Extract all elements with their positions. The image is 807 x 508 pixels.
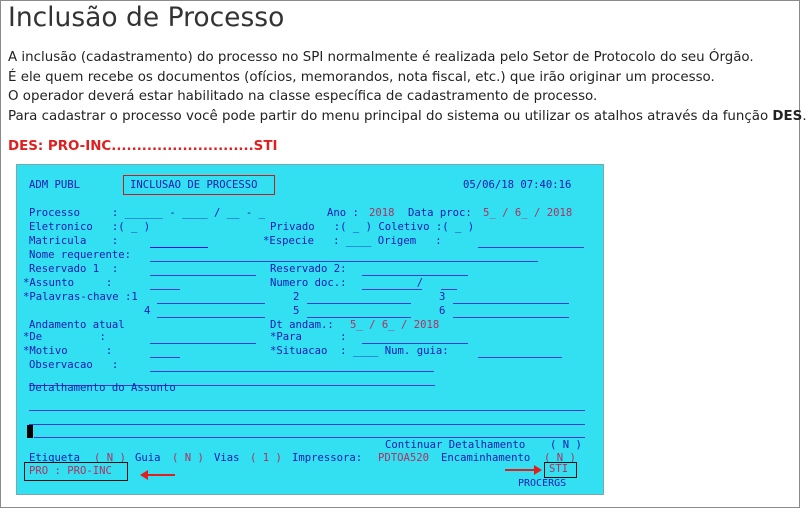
intro-paragraph bbox=[8, 48, 807, 126]
text-cursor bbox=[27, 425, 33, 438]
palavra-6-input[interactable] bbox=[453, 317, 569, 318]
page-title: Inclusão de Processo bbox=[8, 2, 285, 33]
terminal-screen bbox=[16, 164, 604, 495]
intro-line-2: É ele quem recebe os documentos (ofícios, memorandos, nota fiscal, etc.) que irão originar um processo. bbox=[8, 69, 715, 85]
de-label: *De : bbox=[23, 331, 106, 343]
palavra-2-input[interactable] bbox=[307, 303, 411, 304]
ano-value[interactable]: 2018 bbox=[369, 207, 395, 219]
palavra-5-label: 5 bbox=[293, 305, 300, 317]
des-keyword: DES bbox=[772, 108, 803, 124]
nome-requerente-input[interactable] bbox=[150, 261, 538, 262]
motivo-label: *Motivo : bbox=[23, 345, 113, 357]
detalhamento-line-1[interactable] bbox=[29, 410, 585, 411]
procergs-label: PROCERGS bbox=[518, 478, 567, 489]
intro-line-4 bbox=[8, 107, 807, 127]
impressora-value[interactable]: PDTOA520 bbox=[378, 452, 430, 464]
numero-doc-label: Numero doc.: / bbox=[270, 277, 424, 289]
palavra-1-input[interactable] bbox=[157, 303, 265, 304]
numero-doc-year-input[interactable] bbox=[441, 289, 457, 290]
guia-label: Guia bbox=[135, 452, 161, 464]
screen-title: INCLUSAO DE PROCESSO bbox=[130, 179, 258, 191]
ano-label: Ano : bbox=[327, 207, 359, 219]
sti-label: STI bbox=[549, 463, 569, 475]
system-label: ADM PUBL bbox=[29, 179, 81, 191]
num-guia-input[interactable] bbox=[478, 357, 562, 358]
encaminhamento-label: Encaminhamento bbox=[441, 452, 531, 464]
arrow-right-icon bbox=[505, 469, 535, 471]
detalhamento-line-3[interactable] bbox=[34, 437, 585, 438]
dt-andam-label: Dt andam.: bbox=[270, 319, 334, 331]
matricula-input[interactable] bbox=[150, 247, 208, 248]
nome-requerente-label: Nome requerente: bbox=[29, 249, 132, 261]
data-proc-label: Data proc: bbox=[408, 207, 472, 219]
para-input[interactable] bbox=[362, 343, 468, 344]
palavra-4-label: 4 bbox=[144, 305, 151, 317]
especie-origem-label: *Especie : ____ Origem : bbox=[263, 235, 442, 247]
intro-line-1: A inclusão (cadastramento) do processo no SPI normalmente é realizada pelo Setor de Protocolo do seu Órgão. bbox=[8, 50, 754, 65]
assunto-input[interactable] bbox=[150, 289, 180, 290]
reservado2-input[interactable] bbox=[362, 275, 468, 276]
dt-andam-value[interactable]: 5_ / 6_ / 2018 bbox=[350, 319, 440, 331]
data-proc-value[interactable]: 5_ / 6_ / 2018 bbox=[483, 207, 573, 219]
reservado1-label: Reservado 1 : bbox=[29, 263, 119, 275]
privado-coletivo-field[interactable]: Privado :( _ ) Coletivo :( _ ) bbox=[270, 221, 475, 233]
arrow-left-icon bbox=[147, 474, 175, 476]
detalhamento-line-2[interactable] bbox=[29, 424, 585, 425]
guia-value[interactable]: ( N ) bbox=[172, 452, 204, 464]
motivo-input[interactable] bbox=[150, 357, 180, 358]
etiqueta-label: Etiqueta bbox=[29, 452, 81, 464]
origem-input[interactable] bbox=[478, 247, 584, 248]
numero-doc-input[interactable] bbox=[362, 289, 422, 290]
etiqueta-value[interactable]: ( N ) bbox=[94, 452, 126, 464]
shortcut-path: DES: PRO-INC............................STI bbox=[8, 139, 278, 154]
palavra-3-input[interactable] bbox=[453, 303, 569, 304]
assunto-label: *Assunto : bbox=[23, 277, 113, 289]
continuar-value[interactable]: ( N ) bbox=[550, 439, 582, 451]
para-label: *Para : bbox=[270, 331, 347, 343]
intro-line-3: O operador deverá estar habilitado na classe específica de cadastramento de processo. bbox=[8, 89, 598, 104]
observacao-label: Observacao : bbox=[29, 359, 119, 371]
palavra-3-label: 3 bbox=[439, 291, 446, 303]
andamento-label: Andamento atual bbox=[29, 319, 125, 331]
intro-line-4-text: Para cadastrar o processo você pode partir do menu principal do sistema ou utilizar os atalhos através da função bbox=[8, 108, 773, 124]
situacao-numguia-label: *Situacao : ____ Num. guia: bbox=[270, 345, 449, 357]
palavras-chave-label: *Palavras-chave :1 bbox=[23, 291, 138, 303]
matricula-label: Matricula : bbox=[29, 235, 119, 247]
impressora-label: Impressora: bbox=[292, 452, 363, 464]
eletronico-field[interactable]: Eletronico :( _ ) bbox=[29, 221, 151, 233]
encaminhamento-value[interactable]: ( N ) bbox=[544, 452, 576, 464]
observacao-input-1[interactable] bbox=[150, 371, 434, 372]
reservado2-label: Reservado 2: bbox=[270, 263, 347, 275]
continuar-label: Continuar Detalhamento bbox=[385, 439, 526, 451]
palavra-4-input[interactable] bbox=[157, 317, 265, 318]
vias-label: Vias bbox=[214, 452, 240, 464]
palavra-2-label: 2 bbox=[293, 291, 300, 303]
palavra-5-input[interactable] bbox=[307, 317, 411, 318]
palavra-6-label: 6 bbox=[439, 305, 446, 317]
de-input[interactable] bbox=[150, 343, 256, 344]
vias-value[interactable]: ( 1 ) bbox=[250, 452, 282, 464]
processo-field[interactable]: Processo : ______ - ____ / __ - _ bbox=[29, 207, 265, 219]
datetime: 05/06/18 07:40:16 bbox=[463, 179, 572, 191]
command-field[interactable]: PRO : PRO-INC bbox=[29, 465, 112, 477]
detalhamento-label: Detalhamento do Assunto bbox=[29, 382, 176, 394]
reservado1-input[interactable] bbox=[150, 275, 256, 276]
intro-line-4-end: . bbox=[802, 108, 807, 124]
